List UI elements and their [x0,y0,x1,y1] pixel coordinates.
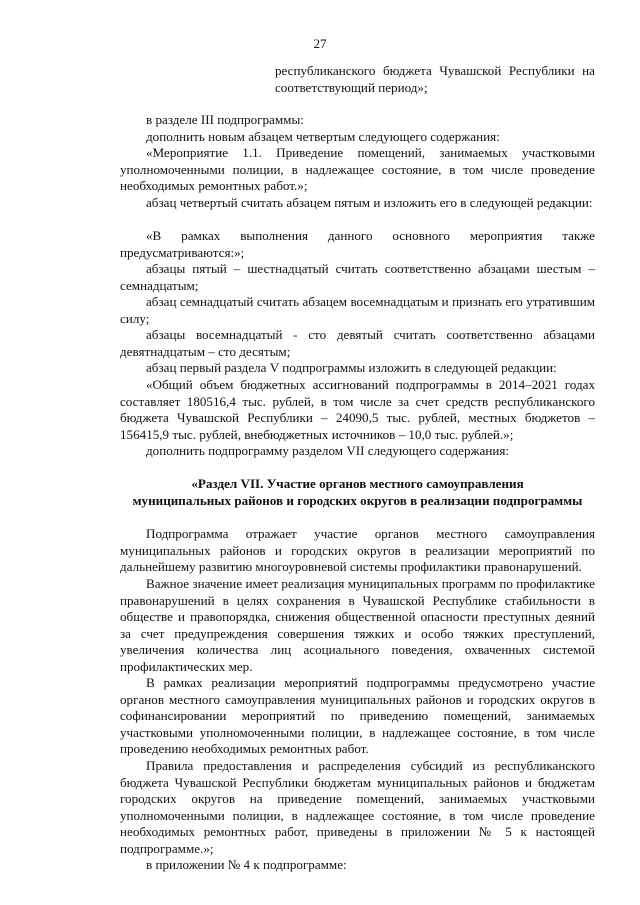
paragraphs-18-109: абзацы восемнадцатый - сто девятый считать соответственно абзацами девятнадцатым – сто десятым; [120,327,595,359]
funding-quote: «Общий объем бюджетных ассигнований подпрограммы в 2014–2021 годах составляет 180516,4 тыс. рублей, в том числе за счет средств республиканского бюджета Чувашской Республики – 24090,5 тыс. рублей, местных бюджетов – 156415,9 тыс. рублей, внебюджетных источников – 10,0 тыс. рублей.»; [120,377,595,442]
section7-title-line1: «Раздел VII. Участие органов местного самоуправления [191,476,524,491]
main-measure-quote: «В рамках выполнения данного основного мероприятия также предусматриваются:»; [120,228,595,260]
add-fourth-paragraph: дополнить новым абзацем четвертым следующего содержания: [146,129,500,144]
appendix4-intro: в приложении № 4 к подпрограмме: [146,857,347,872]
measure-1-1-text: «Мероприятие 1.1. Приведение помещений, занимаемых участковыми уполномоченными полиции, в надлежащее состояние, в том числе проведение необходимых ремонтных работ.»; [120,145,595,193]
section7-paragraph-3: В рамках реализации мероприятий подпрограммы предусмотрено участие органов местного самоуправления муниципальных районов и городских округов в софинансировании мероприятий по приведению помещений, занимаемых участковыми уполномоченными полиции, в надлежащее состояние, в том числе проведению необходимых ремонтных работ. [120,675,595,756]
section7-paragraph-1: Подпрограмма отражает участие органов местного самоуправления муниципальных районов и городских округов в реализации мероприятий по дальнейшему развитию многоуровневой системы профилактики правонарушений. [120,526,595,574]
section3-intro: в разделе III подпрограммы: [146,112,304,127]
paragraph-17: абзац семнадцатый считать абзацем восемнадцатым и признать его утратившим силу; [120,294,595,326]
add-section7: дополнить подпрограмму разделом VII следующего содержания: [146,443,510,458]
paragraphs-5-16: абзацы пятый – шестнадцатый считать соответственно абзацами шестым – семнадцатым; [120,261,595,293]
section5-first-paragraph: абзац первый раздела V подпрограммы изложить в следующей редакции: [146,360,557,375]
section7-paragraph-4: Правила предоставления и распределения субсидий из республиканского бюджета Чувашской Республики бюджетам муниципальных районов и бюджетам городских округов на приведение помещений, занимаемых участковыми уполномоченными полиции, в надлежащее состояние, в том числе проведение необходимых ремонтных работ, приведены в приложении № 5 к настоящей подпрограмме.»; [120,758,595,856]
page-number: 27 [313,36,327,51]
paragraph-4-to-5: абзац четвертый считать абзацем пятым и изложить его в следующей редакции: [146,195,593,210]
section7-title-line2: муниципальных районов и городских округов в реализации подпрограммы [132,493,583,508]
top-quote-fragment: республиканского бюджета Чувашской Республики на соответствующий период»; [275,63,595,95]
section7-paragraph-2: Важное значение имеет реализация муниципальных программ по профилактике правонарушений в целях сохранения в Чувашской Республике стабильности в обществе и правопорядка, снижения общественной опасности преступных деяний за счет предупреждения совершения тяжких и особо тяжких преступлений, увеличения количества лиц асоциального поведения, охваченных системой профилактических мер. [120,576,595,674]
